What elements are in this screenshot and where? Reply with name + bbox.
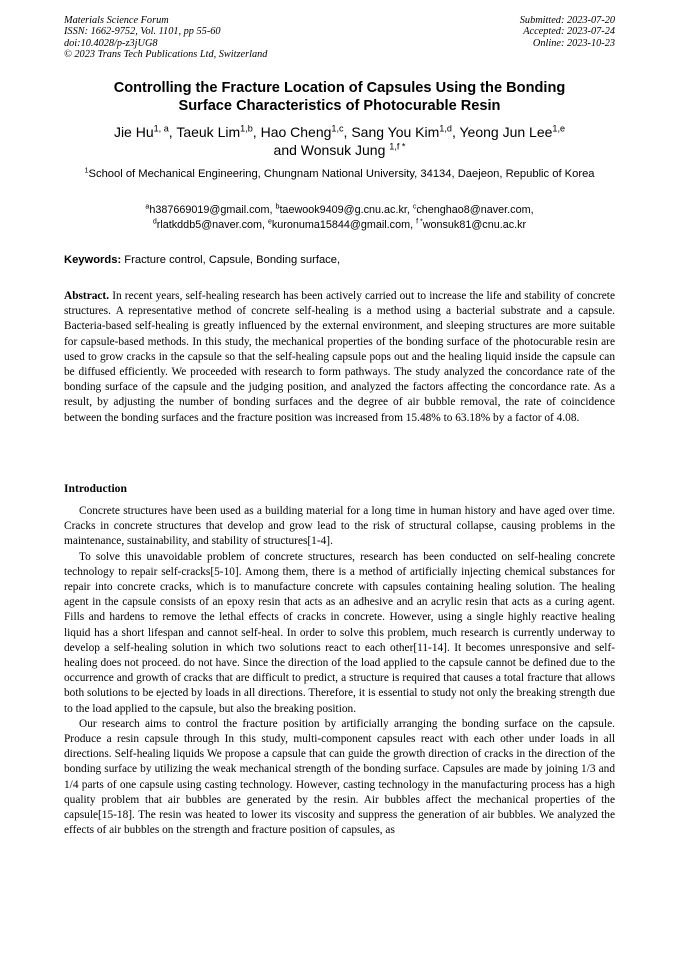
introduction-heading: Introduction [64,482,127,495]
email-f[interactable]: $^{f *}$wonsuk81@cnu.ac.kr [416,217,527,231]
email-d[interactable]: $^d$rlatkddb5@naver.com [152,217,262,231]
author-list [64,123,615,159]
email-a[interactable]: $^a$h387669019@gmail.com [145,203,270,216]
abstract-text: In recent years, self-healing research has been actively carried out to increase the life and stability of concrete structures. A representative method of concrete self-healing is a method using a bacterial substrate and a capsule. Bacteria-based self-healing is greatly influenced by the external environment, and sleeping structures are more suitable for capsule-based methods. In this study, the mechanical properties of the bonding surface of the photocurable resin are used to grow cracks in the capsule so that the self-healing capsule pops out and the healing liquid inside the capsule can be diffused efficiently. We proceeded with research to form pathways. The study analyzed the concordance rate of the bonding surface of the capsule and the judging position, and analyzed the factors affecting the concordance rate. As a result, by adjusting the number of bonding surfaces and the degree of air bubble removal, the rate of coincidence between the bonding surfaces and the fracture position was increased from 15.48% to 63.18% by a factor of 4.08. [64,290,615,424]
author-4: Sang You Kim$^{1,d}$, [351,123,460,140]
author-6: and Wonsuk Jung $^{1,f *}$ [273,141,406,158]
abstract-label: Abstract. [64,290,110,302]
email-b[interactable]: $^b$taewook9409@g.cnu.ac.kr [275,203,407,216]
paper-title [64,80,615,115]
author-5: Yeong Jun Lee$^{1,e}$ [459,123,566,140]
journal-issn: ISSN: 1662-9752, Vol. 1101, pp 55-60 [64,26,221,38]
author-3: Hao Cheng$^{1,c}$, [260,123,352,140]
journal-name: Materials Science Forum [64,15,169,26]
journal-copyright: © 2023 Trans Tech Publications Ltd, Switzerland [64,49,268,61]
paper-title-line-1: Controlling the Fracture Location of Capsules Using the Bonding [113,80,566,96]
date-submitted: Submitted: 2023-07-20 [519,15,615,26]
keywords-text: Fracture control, Capsule, Bonding surface, [121,254,341,266]
keywords [64,253,615,267]
intro-paragraph-1: Concrete structures have been used as a building material for a long time in human history and have aged over time. Cracks in concrete structures that develop and grow lead to the risk of structural collapse, causing problems in the maintenance, sustainability, and stability of structures[1-4]. [64,505,615,548]
affiliation: $^1$School of Mechanical Engineering, Chungnam National University, 34134, Daejeon, Republic of Korea [84,165,595,180]
email-c[interactable]: $^c$chenghao8@naver.com [412,203,531,216]
introduction-body [64,504,615,838]
paper-title-line-2: Surface Characteristics of Photocurable Resin [178,97,501,114]
date-online: Online: 2023-10-23 [532,37,615,49]
journal-info [64,15,267,61]
author-2: Taeuk Lim$^{1,b}$, [176,123,261,140]
intro-paragraph-2: To solve this unavoidable problem of concrete structures, research has been conducted on self-healing concrete technology to repair self-cracks[5-10]. Among them, there is a method of artificially injecting chemical substances for repair into concrete cracks, which is to manufacture concrete with capsules containing healing solution. The healing agent in the capsule consists of an epoxy resin that acts as an adhesive and an acrylic resin that acts as a curing agent. Fills and hardens to remove the lethal effects of cracks in concrete. However, using a single highly reactive healing liquid has a short lifespan and cannot self-heal. In order to solve this problem, much research is currently underway to develop a self-healing solution in which two solutions react to each other[11-14]. It becomes unresponsive and self-healing does not proceed. do not have. Since the direction of the load applied to the capsule cannot be defined due to the occurrence and growth of cracks that are difficult to predict, a structure is required that causes a total fracture that allows both solutions to be ejected by loads in all directions. Therefore, it is essential to study not only the breaking strength due to the load applied to the capsule, but also the breaking position. [64,550,615,715]
author-emails: $^a$h387669019@gmail.com, $^b$taewook9409@g.cnu.ac.kr, $^c$chenghao8@naver.com, $^d$rlatkddb5@naver.com, $^e$kuronuma15844@gmail.com, $^{f *}$wonsuk81@cnu.ac.kr [145,203,534,231]
keywords-label: Keywords: [64,254,122,266]
intro-paragraph-3: Our research aims to control the fracture position by artificially arranging the bonding surface on the capsule. Produce a resin capsule through In this study, multi-component capsules react with each other under loads in all directions. Self-healing liquids We propose a capsule that can guide the growth direction of cracks in the direction of the bonding surface by utilizing the weak mechanical strength of the bonding surface. Capsules are made by joining 1/3 and 1/4 parts of one capsule using casting technology. However, casting technology in the manufacturing process has a high quality problem that air bubbles are generated by the resin. Air bubbles affect the mechanical properties of the capsule[15-18]. The resin was heated to lower its viscosity and suppress the generation of air bubbles. We analyzed the effects of air bubbles on the strength and fracture position of capsules, as [64,717,615,837]
date-accepted: Accepted: 2023-07-24 [523,26,615,38]
publication-dates [520,15,615,49]
abstract [64,289,615,426]
author-1: Jie Hu$^{1, a}$, [113,123,177,140]
journal-doi[interactable]: doi:10.4028/p-z3jUG8 [64,37,158,49]
abstract-paragraph [64,289,615,426]
email-e[interactable]: $^e$kuronuma15844@gmail.com [267,217,411,231]
